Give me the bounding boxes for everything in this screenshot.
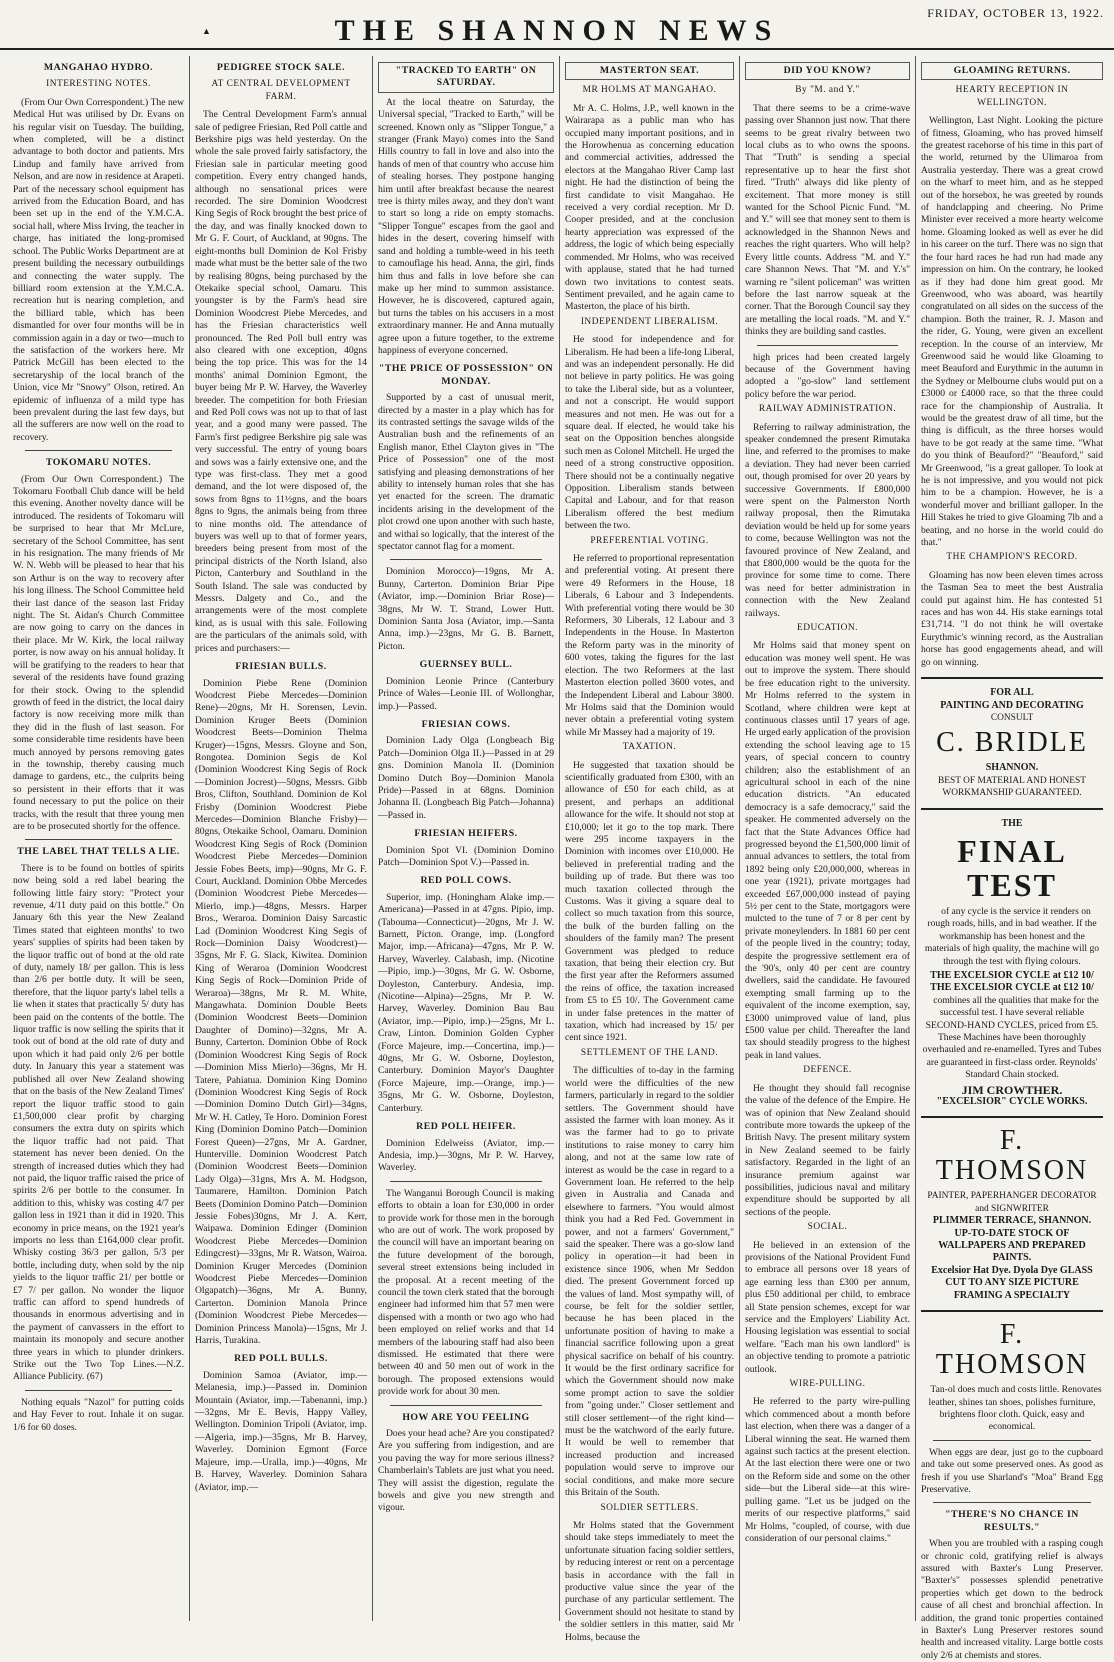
article-land: The difficulties of to-day in the farming world were the difficulties of the new farmers, particularly in regard to the soldier settlers. The Government should have assisted the farmer with loan money. As it was the farmer had to go to private institutions to raise money to carry him along, and not at the same low rate of interest as would be the case in regard to a Government loan. He referred to the help given in Australia and Canada and elsewhere to farmers. "You would almost think you had a Red Fed. Government in power, and not a farmers' Government," said the speaker. There was a go-slow land policy in operation—it had been in existence since 1906, when Mr Seddon died. The present Government forced up the values of land. Most sympathy will, of course, be felt for the soldier settler, because he has been placed in the unfortunate position of having to make a financial sacrifice following upon a great physical sacrifice on behalf of his country. It would be the first ordinary sacrifice for which the Government should now make some prompt action to save the soldier from "going under." Closer settlement and still closer settlement—of the right kind—must be the watchword of the early future. It would be well to remember that increased production and increased population would serve to improve our social conditions, and make more secure this Britain of the South.	[565, 1065, 734, 1499]
subhead-railway: RAILWAY ADMINISTRATION.	[758, 404, 897, 415]
column-3	[373, 56, 560, 1621]
headline-stock-sale: PEDIGREE STOCK SALE.	[216, 62, 346, 73]
divider	[921, 1116, 1103, 1118]
subhead-wire-pulling: WIRE-PULLING.	[789, 1379, 866, 1390]
ad-bridle: FOR ALL PAINTING AND DECORATING CONSULT C. BRIDLE SHANNON. BEST OF MATERIAL AND HONEST WORKMANSHIP GUARANTEED.	[936, 687, 1088, 799]
headline-tracked-to-earth: "TRACKED TO EARTH" ON SATURDAY.	[378, 62, 554, 93]
ad-final-test: THE FINAL TEST of any cycle is the service it renders on rough roads, hills, and in bad weather. If the workmanship has been honest and the materials of high quality, the machine will go through the test with flying colours. THE EXCELSIOR CYCLE at £12 10/ THE EXCELSIOR CYCLE at £12 10/ combines all the qualities that make for the successful test. I have several reliable SECOND-HAND CYCLES, priced from £5. These Machines have been thoroughly overhauled and re-enamelled. Tyres and Tubes are guaranteed in first-class order. Reynolds' Standard Chain stocked. JIM CROWTHER. "EXCELSIOR" CYCLE WORKS.	[922, 817, 1102, 1108]
article-stock-sale: The Central Development Farm's annual sale of pedigree Friesian, Red Poll cattle and Berkshire pigs was held yesterday. On the whole the sale proved fairly satisfactory, the Friesian sale in particular meeting good competition. Every entry changed hands, although no sensational prices were recorded. The sire Dominion Woodcrest King Segis of Rock brought the best price of the day, and was finally knocked down to Mr G. F. Court, of Auckland, at 90gns. The eight-months bull Dominion de Kol Frisby made what must be the better sale of the two by realising 80gns, being purchased by the Otekaike special school, Oamaru. This youngster is by the Farm's head sire Dominion Woodcrest Piebe Mercedes, and has the Friesian characteristics well pronounced. The Red Poll bull entry was also cleared with one exception, 40gns being the top price. This was for the 14 months' animal Dominion Egmont, the buyer being Mr P. W. Harvey, the Waverley breeder. The competition for both Friesian and Red Poll cows was not up to that of last year, and a good many were passed. The Farm's first pedigree Berkshire pig sale was very successful. The entry of young boars and sows was a fairly extensive one, and the type was first-class. They met a good demand, and the lot were disposed of, the sows from 8gns to 11½gns, and the boars 8gns to 9gns, the animals being from three to nine months old. The attendance of buyers was well up to that of former years, breeders being present from most of the principal districts of the North Island, also Picton, Canterbury and Southland in the South Island. The sale was conducted by Messrs. Dalgety and Co., and the arrangements were of the most complete kind, as is usual with this sale. Following are the particulars of the animals sold, with prices and purchasers:—	[195, 109, 367, 654]
subhead-champion-record: THE CHAMPION'S RECORD.	[946, 552, 1078, 563]
subhead-friesian-cows: FRIESIAN COWS.	[421, 718, 511, 730]
article-preferential: He referred to proportional representation and preferential voting. At present there were 49 Reformers in the House, 18 Liberals, 6 Labour and 3 Independents. With preferential voting there would be 30 Reformers, 30 Liberals, 12 Labour and 3 Independents in the House. In Masterton the Reform party was in the minority of 600 votes, taking the figures for the last election. The two Reformers at the last Masterton election polled 3600 votes, and the Independent Liberal and Labour 3800. Mr Holms said that the Dominion would never obtain a preferential voting system while Mr Massey had a majority of 19.	[565, 553, 734, 738]
list-friesian-heifers: Dominion Spot VI. (Dominion Domino Patch—Dominion Spot V.)—Passed in.	[378, 844, 554, 868]
list-red-poll-bulls: Dominion Samoa (Aviator, imp.—Melanesia, imp.)—Passed in. Dominion Mountain (Aviator, imp.—Tabenanni, imp.)—32gns, Mr E. Bevis, Happy Valley, Wellington. Dominion Tripoli (Aviator, imp.—Algeria, imp.)—35gns, Mr B. Harvey, Waverley. Dominion Egmont (Force Majeure, imp.—Uralla, imp.)—40gns, Mr B. Harvey, Waverley. Dominion Sahara (Aviator, imp.—	[195, 1369, 367, 1493]
divider	[933, 1502, 1091, 1503]
ad-baxter: When you are troubled with a rasping cough or chronic cold, gratifying relief is always assured with Baxter's Lung Preserver. "Baxter's" possesses splendid penetrative properties which get down to the bedrock cause of all chest and bronchial affection. In addition, the grand tonic properties contained in Baxter's Lung Preserver restores sound health and increased vitality. Large bottle costs only 2/6 at chemists and stores.	[921, 1538, 1103, 1661]
column-5	[740, 56, 916, 1621]
ad-chamberlain: Does your head ache? Are you constipated? Are you suffering from indigestion, and are you paving the way for more serious illness? Chamberlain's Tablets are just what you need. They will assist the digestion, regulate the bowels and give you new strength and vigour.	[378, 1428, 554, 1514]
subhead-preferential: PREFERENTIAL VOTING.	[590, 535, 709, 546]
divider	[757, 345, 898, 346]
article-social: He believed in an extension of the provisions of the National Provident Fund to embrace all persons over 18 years of age earning less than £300 per annum, plus £50 additional per child, to embrace all State pension schemes, except for war service and the Employers' Liability Act. Housing legislation was essential to social welfare. "Each man his own landlord" is an objective tending to promote a patriotic outlook.	[745, 1239, 910, 1375]
subhead-friesian-bulls: FRIESIAN BULLS.	[235, 661, 327, 673]
divider	[921, 808, 1103, 810]
article-high-prices: high prices had been created largely because of the Government having adopted a "go-slow" land settlement policy before the war period.	[745, 351, 910, 400]
newspaper-title: THE SHANNON NEWS	[334, 14, 780, 47]
column-6	[916, 56, 1108, 1661]
article-price-of-possession: Supported by a cast of unusual merit, directed by a master in a play which has for its contrasted settings the savage wilds of the Australian bush and the refinements of an English manor, Ethel Clayton gives in "The Price of Possession" one of the most satisfying and pleasing demonstrations of her ability to intensely human roles that she has yet enacted for the screen. The dramatic incidents arising in the development of the plot crowd one upon another with such haste, and withal so logically, that the interest of the spectator cannot flag for a moment.	[378, 392, 554, 553]
article-champion-record: Gloaming has now been eleven times across the Tasman Sea to meet the best Australia could put against him. He has contested 51 races and has won 44. His stake earnings total £31,714. "I do not think he will overtake Eurythmic's winning record, as the Australian horse has good engagements ahead, and will go on winning.	[921, 569, 1103, 668]
headline-baxter: "THERE'S NO CHANCE IN RESULTS."	[945, 1509, 1079, 1533]
article-wanganui: The Wanganui Borough Council is making efforts to obtain a loan for £30,000 in order to provide work for those men in the borough who are out of work. The work proposed by the council will have an important bearing on the future development of the borough, several street extensions being included in the proposal. At a recent meeting of the council the town clerk stated that the borough engineer had informed him that 57 men were dispensed with a month or two ago who had been employed on relief works and that 14 members of the labouring staff had also been dismissed. He estimated that there were between 40 and 50 men out of work in the borough. The proposed extensions would provide work for about 30 men.	[378, 1187, 554, 1398]
divider	[390, 559, 542, 560]
article-tokomaru: (From Our Own Correspondent.) The Tokomaru Football Club dance will be held this evening. Another novelty dance will be introduced. The residents of Tokomaru will be surprised to hear that Mr McLure, secretary of the School Committee, has sent in his resignation. The many friends of Mr W. N. Webb will be pleased to hear that his son Arthur is on the way to recovery after his long illness. The School Committee held their last dance of the season last Friday night. The St. Aidan's Church Committee are now going to carry on the dances in their place. Mr W. Kirk, the local railway porter, is now away on his annual holiday. It will be gratifying to the readers to hear that several of the residents have found grazing for their stock. Owing to the splendid growth of feed in the district, the local dairy factory is now receiving more milk than they did in the flush of last season. For some considerable time residents have been much annoyed by persons removing gates in the township, thereby causing much damage to gardens, etc., the culprits being so persistent in their efforts that it was found necessary to put the police on their tracks, with the result that three young men are to be prosecuted shortly for the offence.	[13, 473, 184, 832]
ad-thomson-painter: F. THOMSON PAINTER, PAPERHANGER DECORATOR and SIGNWRITER PLIMMER TERRACE, SHANNON. UP-TO-DATE STOCK OF WALLPAPERS AND PREPARED PAINTS. Excelsior Hat Dye. Dyola Dye GLASS CUT TO ANY SIZE PICTURE FRAMING A SPECIALTY	[927, 1125, 1097, 1301]
subhead-mangahao: INTERESTING NOTES.	[46, 79, 151, 90]
subhead-gloaming: HEARTY RECEPTION IN WELLINGTON.	[955, 85, 1069, 108]
page-columns	[8, 56, 1108, 1661]
article-holms-intro: Mr A. C. Holms, J.P., well known in the Wairarapa as a public man who has occupied many important positions, and in the Horowhenua as concerning education and commercial activities, addressed the electors at the Mangahao River Camp last night. He had the distinction of being the first candidate to visit Mangahao. He received a very cordial reception. Mr D. Cooper presided, and at the conclusion hearty appreciation was expressed of the address, the logic of which being especially commended. Mr Holms, who was received with applause, stated that he had turned down two invitations to contest seats. Sentiment prevailed, and he again came to Masterton, the place of his birth.	[565, 102, 734, 313]
article-label: There is to be found on bottles of spirits now being sold a red label bearing the following little fairy story: "Protect your revenue, 4/11 duty paid on this bottle." On January 6th this year the New Zealand Times stated that eighteen months' to two years' supplies of spirits had been taken by the liquor traffic out of bond at the old rate of duty, namely 18/ per gallon. This is less than 2/6 per bottle duty. It will be seen, therefore, that the liquor party's label tells a lie when it states that practically 5/ duty has been paid on the contents of the bottle. The liquor traffic is now selling the spirits that it took out of bond at the old rate of duty and upon which it had paid only 2/6 per bottle duty. In January this year a statement was published all over New Zealand showing that on the basis of the New Zealand Times' report the liquor traffic stood to gain £1,500,000 clear profit by charging consumers the extra duty on spirits which the liquor traffic had not paid. That statement has never been denied. On the strength of increased duties which they had not paid, the liquor traffic raised the price of spirits 2/6 per bottle to the consumer. In addition to this, whisky was costing 4/7 per gallon less in 1921 than it did in 1920. This economy in price means, on the 1921 year's imports no less than £164,000 clear profit. Whisky costing 36/3 per gallon, 5/3 per bottle, including duty, when sold by the nip yields to the liquor traffic 21/ per bottle or £7 7/ per gallon. No wonder the liquor traffic can afford to spend hundreds of thousands in enormous advertising and in the payment of canvassers in the effort to maintain its monopoly and secure another three years in which to plunder drinkers. Strike out the Two Top Lines.—N.Z. Alliance Publicity. (67)	[13, 862, 184, 1383]
headline-tokomaru: TOKOMARU NOTES.	[45, 457, 152, 469]
subhead-red-poll-cows: RED POLL COWS.	[420, 875, 512, 887]
article-did-you-know: That there seems to be a crime-wave passing over Shannon just now. That there seems to be great rivalry between two local clubs as to who owns the spoons. That "Truth" is sending a special representative up to hear the first shot fired. "Truth" always did like plenty of excitement. That more money is still wanted for the School Picnic Fund. "M. and Y." will see that money sent to them is acknowledged in the Shannon News and reaches the right quarters. Who will help? Every little counts. Address "M. and Y." care Shannon News. That "M. and Y.'s" warning re "silent policeman" was written before the last narrow squeak at the corner. That the Borough Council say they are metalling the local roads. "M. and Y." thinks they are building sand castles.	[745, 102, 910, 338]
subhead-land: SETTLEMENT OF THE LAND.	[580, 1047, 719, 1058]
list-red-poll-cows: Superior, imp. (Honingham Alake imp.—Americana)—Passed in at 47gns. Pipio, imp. (Tabouma—Connecticut)—20gns, Mr J. W. Barnett, Picton. Orange, imp. (Longford Major, imp.—Africana)—47gns, Mr P. W. Harvey, Waverley. Calabash, imp. (Nicotine—Pipio, imp.)—30gns, Mr G. W. Osborne, Doyleston, Canterbury. Andesia, imp. (Nicotine—Alpina)—25gns, Mr P. W. Harvey, Waverley. Dominion Bau Bau (Aviator, imp.—Pipio, imp.)—25gns, Mr L. Craw, Linton. Dominion Golden Cypher (Force Majeure, imp.—Concertina, imp.)—40gns, Mr G. W. Osborne, Doyleston, Canterbury. Dominion Mayor's Daughter (Force Majeure, imp.—Orange, imp.)—35gns, Mr G. W. Osborne, Doyleston, Canterbury.	[378, 891, 554, 1114]
subhead-soldier-settlers: SOLDIER SETTLERS.	[600, 1502, 699, 1513]
article-liberalism: He stood for independence and for Liberalism. He had been a life-long Liberal, and was an independent personally. He did not believe in party politics. He was going to take the Liberal side, but as a volunteer, and not a conscript. He would support measures and not men. He was out for a square deal. If elected, he would take his seat on the Opposition benches alongside such men as Colonel Mitchell. He urged the need of a strong constructive opposition. There should not be a continually negative Opposition. Liberalism stands between Capital and Labour, and for that reason Liberalism offered the best medium between the two.	[565, 334, 734, 532]
subhead-red-poll-heifer: RED POLL HEIFER.	[416, 1121, 516, 1133]
article-education: Mr Holms said that money spent on education was money well spent. He was out to improve the system. There should be free education right to the university. Mr Holms referred to the system in Scotland, where children were kept at continuous classes until 17 years of age. He urged early application of the provision extending the school leaving age to 15 years, of special concern to country children; also the establishment of an agricultural school in each of the nine education districts. "An educated democracy is a safe democracy," said the speaker. He commented adversely on the fact that the State Advances Office had progressed beyond the £1,500,000 limit of annual advances to settlers, the total from 1892 being only £20,000,000, whereas in one year (1921), private mortgages had exceeded £67,000,000 instead of paying 5½ per cent to the State, mortgagors were mulcted to the tune of 7 or 8 per cent by private moneylenders. In 1881 60 per cent of the people lived in the country; today, despite the progressive settlement era of the '90's, only 40 per cent are country dwellers, said the candidate. He favoured exempting small farming up to the equivalent of the income exemption, say, £3000 unimproved value of land, plus £500 value per child. Thereafter the land tax should steadily progress to the highest peak in land values.	[745, 640, 911, 1061]
ornament-icon: ▲	[202, 26, 211, 36]
divider	[25, 1390, 172, 1391]
divider	[921, 1310, 1103, 1312]
list-red-poll-heifer: Dominion Edelweiss (Aviator, imp.—Andesia, imp.)—30gns, Mr P. W. Harvey, Waverley.	[378, 1137, 554, 1174]
divider	[390, 1405, 542, 1406]
divider	[25, 839, 172, 840]
byline-m-and-y: By "M. and Y."	[795, 85, 860, 96]
article-mangahao: (From Our Own Correspondent.) The new Medical Hut was utilised by Dr. Evans on his regular visit on Tuesday. The building, when completed, will be a distinct advantage to both doctor and patients. Mrs Lindup and family have arrived from Nelson, and are now in residence at Arapeti. Part of the necessary school equipment has arrived from the Education Board, and has been set up in the end of the Y.M.C.A. social hall, where Miss Irving, the teacher in charge, has initiated the long-promised school. The Public Works Department are at present building the necessary outbuildings and connecting the water supply. The billiard room extension at the Y.M.C.A. recreation hut is nearing completion, and the billiard table, which has been dismantled for over four months will be in commission again in a day or two—much to the satisfaction of the workers here. Mr Patrick McGill has been elected to the secretaryship of the local branch of the Union, vice Mr "Snowy" Olson, retired. An epidemic of influenza of a mild type has been prevalent during the last few days, but all the sufferers are now well on the road to recovery.	[13, 96, 184, 443]
subhead-friesian-heifers: FRIESIAN HEIFERS.	[414, 828, 518, 840]
headline-mangahao: MANGAHAO HYDRO.	[43, 62, 154, 73]
subhead-liberalism: INDEPENDENT LIBERALISM.	[580, 316, 719, 327]
list-friesian-bulls: Dominion Piebe Rene (Dominion Woodcrest Piebe Mercedes—Dominion Rene)—20gns, Mr H. Sorensen, Levin. Dominion Kruger Beets (Dominion Woodcrest Beets—Dominion Thelma Kruger)—15gns, Messrs. Gloyne and Son, Rongotea. Dominion Segis de Kol (Dominion Woodcrest King Segis of Rock—Dominion Jocrest)—50gns, Messrs. Gibb Bros, Clifton, Southland. Dominion de Kol Frisby (Dominion Woodcrest Piebe Mercedes—Dominion Blanche Frisby)—80gns, Otekaike School, Oamaru. Dominion Woodcrest King Segis of Rock (Dominion Woodcrest Piebe Mercedes—Dominion Jessie Fobes Beets, imp)—90gns, Mr G. F. Court, Auckland. Dominion Obbe Mercedes (Dominion Woodcrest Piebe Mercedes—Mierlo, imp.)—48gns, Messrs. Harper Bros., Weraroa. Dominion Daisy Sarcastic Lad (Dominion Woodcrest King Segis of Rock—Dominion Daisy Woodcrest)—35gns, Mr F. G. Slack, Kiwitea. Dominion King of Weraroa (Dominion Woodcrest King Segis of Rock—Dominion Pride of Weraroa)—38gns, Mr R. M. White, Mangawhata. Dominion Double Beets (Dominion Woodcrest Beets—Dominion Daughter of Domino)—32gns, Mr A. Bunny, Carterton. Dominion Obbe of Rock (Dominion Woodcrest King Segis of Rock—Dominion Miss Mierlo)—36gns, Mr H. Tatere, Pahiatua. Dominion King Domino (Dominion Woodcrest King Segis of Rock—Dominion Domino Dutch Girl)—34gns, Mr W. H. Catley, Te Horo. Dominion Forest King (Dominion Domino Patch—Dominion Forest Queen)—27gns, Mr A. Gardner, Hunterville. Dominion Woodcrest Patch (Dominion Woodcrest Beets—Dominion Lady Olga)—31gns, Mrs A. M. Hodgson, Taumarere, Hamilton. Dominion Patch Beets (Dominion Domino Patch—Dominion Jessie Fobes)30gns, Mr J. A. Kerr, Waipawa. Dominion Edinger (Dominion Woodcrest Piebe Mercedes—Dominion Edingcrest)—33gns, Mr R. Watson, Wairoa. Dominion Kruger Mercedes (Dominion Woodcrest Piebe Mercedes—Dominion Olgapatch)—36gns, Mr A. Bunny, Carterton. Dominion Manola Prince (Dominion Woodcrest Piebe Mercedes—Dominion Princess Manola)—15gns, Mr J. Harris, Turakina.	[195, 677, 367, 1347]
divider	[390, 1181, 542, 1182]
column-2	[190, 56, 373, 1621]
ad-nazol: Nothing equals "Nazol" for putting colds and Hay Fever to rout. Inhale it on sugar. 1/6 for 60 doses.	[13, 1396, 184, 1433]
subhead-social: SOCIAL.	[807, 1222, 848, 1233]
subhead-stock-sale: AT CENTRAL DEVELOPMENT FARM.	[211, 79, 351, 102]
ad-thomson-tanol: F. THOMSON Tan-ol does much and costs little. Renovates leather, shines tan shoes, polishes furniture, brightens floor cloth. Quick, easy and economical.	[928, 1319, 1102, 1433]
subhead-guernsey: GUERNSEY BULL.	[419, 659, 513, 671]
divider	[25, 450, 172, 451]
subhead-taxation: TAXATION.	[622, 742, 677, 753]
headline-how-are-you-feeling: HOW ARE YOU FEELING	[402, 1411, 530, 1423]
headline-price-of-possession: "THE PRICE OF POSSESSION" ON MONDAY.	[378, 363, 554, 387]
article-gloaming: Wellington, Last Night. Looking the picture of fitness, Gloaming, who has proved himself the greatest racehorse of his time in this part of the world, returned by the Ulimaroa from Australia yesterday. There was a great crowd on the wharf to meet him, and as he stepped out of the horsebox, he was greeted by rounds of handclapping and cheering. No Prime Minister ever received a more hearty welcome home. Gloaming looked as well as ever he did in his career on the turf. There was no sign that the four hard races he had run had made any impression on him. On the contrary, he looked as if they had done him great good. Mr Greenwood, who was aboard, was heartily congratulated on all sides on the success of the champion. Both the trainer, R. J. Mason and the rider, G. Young, were given an excellent reception. In the course of an interview, Mr Greenwood said he would like Gloaming to meet Beauford and Eurythmic in the autumn in the Sydney or Melbourne clubs would put on a £3000 or £4000 race, so that the three could race for the championship of Australia. It would be the greatest draw of all time, but the thing is difficult, as the three horses would have to be got ready at the same time. "What do you think of Beauford?" "Beauford," said Mr Greenwood, "is a great galloper. To look at he is not impressive, and you would not pick him to be a champion. However, he is a wonderful mover and brilliant galloper. In the Hill Stakes he tried to give Gloaming 7lb and a beating, and no horse in the world could do that."	[921, 115, 1103, 549]
column-1	[8, 56, 190, 1621]
list-red-poll-continued: Dominion Morocco)—19gns, Mr A. Bunny, Carterton. Dominion Briar Pipe (Aviator, imp.—Dominion Briar Rose)—38gns, Mr W. T. Strand, Lower Hutt. Dominion Santa Josa (Aviator, imp.—Santa Anna, imp.)—23gns, Mr G. B. Barnett, Picton.	[378, 566, 554, 652]
subhead-holms: MR HOLMS AT MANGAHAO.	[582, 85, 717, 96]
article-wire-pulling: He referred to the party wire-pulling which commenced about a month before last election, when there was a danger of a Liberal winning the seat. He warned them against such tactics at the present election. At the last election there were one or two on the Reform side and some on the other side—but the Liberal side—at this wire-pulling game. "Let us be judged on the merits of our respective platforms," said Mr Holms, "coupled, of course, with due consideration of our personal claims."	[745, 1396, 910, 1544]
list-friesian-cows: Dominion Lady Olga (Longbeach Big Patch—Dominion Olga II.)—Passed in at 29 gns. Dominion Manola II. (Dominion Domino Dutch Boy—Dominion Manola Pride)—Passed in at 68gns. Dominion Johanna II. (Longbeach Big Patch—Johanna)—Passed in.	[378, 735, 554, 821]
divider	[921, 677, 1103, 679]
article-defence: He thought they should fall recognise the value of the defence of the Empire. He was of opinion that New Zealand should contribute more towards the upkeep of the British Navy. The present military system in New Zealand seemed to be fairly satisfactory. Regarded in the light of an insurance premium against war possibilities, judicious naval and military expenditure should be supported by all sections of the people.	[745, 1082, 910, 1218]
subhead-red-poll-bulls: RED POLL BULLS.	[234, 1353, 328, 1365]
masthead	[0, 0, 1114, 50]
headline-masterton-seat: MASTERTON SEAT.	[565, 62, 734, 80]
article-railway: Referring to railway administration, the speaker condemned the present Rimutaka line, and referred to the promises to make a deviation. They had never been carried out, though promised for over 20 years by successive Governments. If £800,000 were spent on the Palmerston North railway proposal, then the Rimutaka deviation would be held up for some years to come, because Wellington was not the favoured province of New Zealand, and that £800,000 would be the quota for the province for some time to come. There was need for better administration in connection with the New Zealand railways.	[745, 421, 910, 619]
ad-egg-preservative: When eggs are dear, just go to the cupboard and take out some preserved ones. As good as fresh if you use Sharland's "Moa" Brand Egg Preservative.	[921, 1446, 1103, 1495]
list-guernsey: Dominion Leonie Prince (Canterbury Prince of Wales—Leonie III. of Wollonghar, imp.)—Passed.	[378, 675, 554, 712]
article-taxation: He suggested that taxation should be scientifically graduated from £300, with an allowance of £50 for each child, as at present, and perhaps an additional allowance for the wife. It should not stop at £10,000; let it go to the top mark. There were 295 income taxpayers in the Dominion with incomes over £10,000. He believed in preferential trading and the building up of trade. But there was too much taxation collected through the Customs. Was it giving a square deal to collect so much taxation from this source, the bulk of the burden falling on the shoulders of the family man? The present Government was pledged to reduce taxation, that being their election cry. But the first year after the Reformers assumed the reins of office, the taxation increased from £5 to £5 10/. The Government came in under false pretences in the matter of taxation, which had increased by 15/ per cent since 1921.	[565, 759, 734, 1044]
article-soldier-settlers: Mr Holms stated that the Government should take steps immediately to meet the unfortunate situation facing soldier settlers, by reducing interest or rent on a percentage basis in accordance with the fall in productive value since the year of the purchase of any particular settlement. The Government should not hesitate to stand by the soldier settlers in this matter, said Mr Holms, because the	[565, 1519, 734, 1643]
headline-did-you-know: DID YOU KNOW?	[745, 62, 910, 80]
issue-date: FRIDAY, OCTOBER 13, 1922.	[927, 6, 1104, 20]
divider	[933, 1440, 1091, 1441]
subhead-education: EDUCATION.	[797, 623, 858, 634]
column-4	[560, 56, 740, 1643]
subhead-defence: DEFENCE.	[803, 1065, 852, 1076]
headline-gloaming: GLOAMING RETURNS.	[921, 62, 1103, 80]
article-tracked-to-earth: At the local theatre on Saturday, the Universal special, "Tracked to Earth," will be screened. Known only as "Slipper Tongue," a stranger (Frank Mayo) comes into the Sand Hills country to fall in love and also into the hands of men of that country who accuse him of stealing horses. They postpone hanging him until after breakfast because the nearest tree is thirty miles away, and they don't want to start so long a ride on empty stomachs. "Slipper Tongue" escapes from the gaol and hides in the desert, covering himself with sand and holding a tumble-weed in his teeth to camouflage his head. Anna, the girl, finds him thus and falls in love before she can make up her mind to summon assistance. However, he is discovered, captured again, but turns the tables on his accusers in a most extraordinary manner. He and Anna mutually agree upon a future together, to the extreme happiness of everyone concerned.	[378, 96, 554, 356]
headline-label: THE LABEL THAT TELLS A LIE.	[17, 846, 180, 858]
